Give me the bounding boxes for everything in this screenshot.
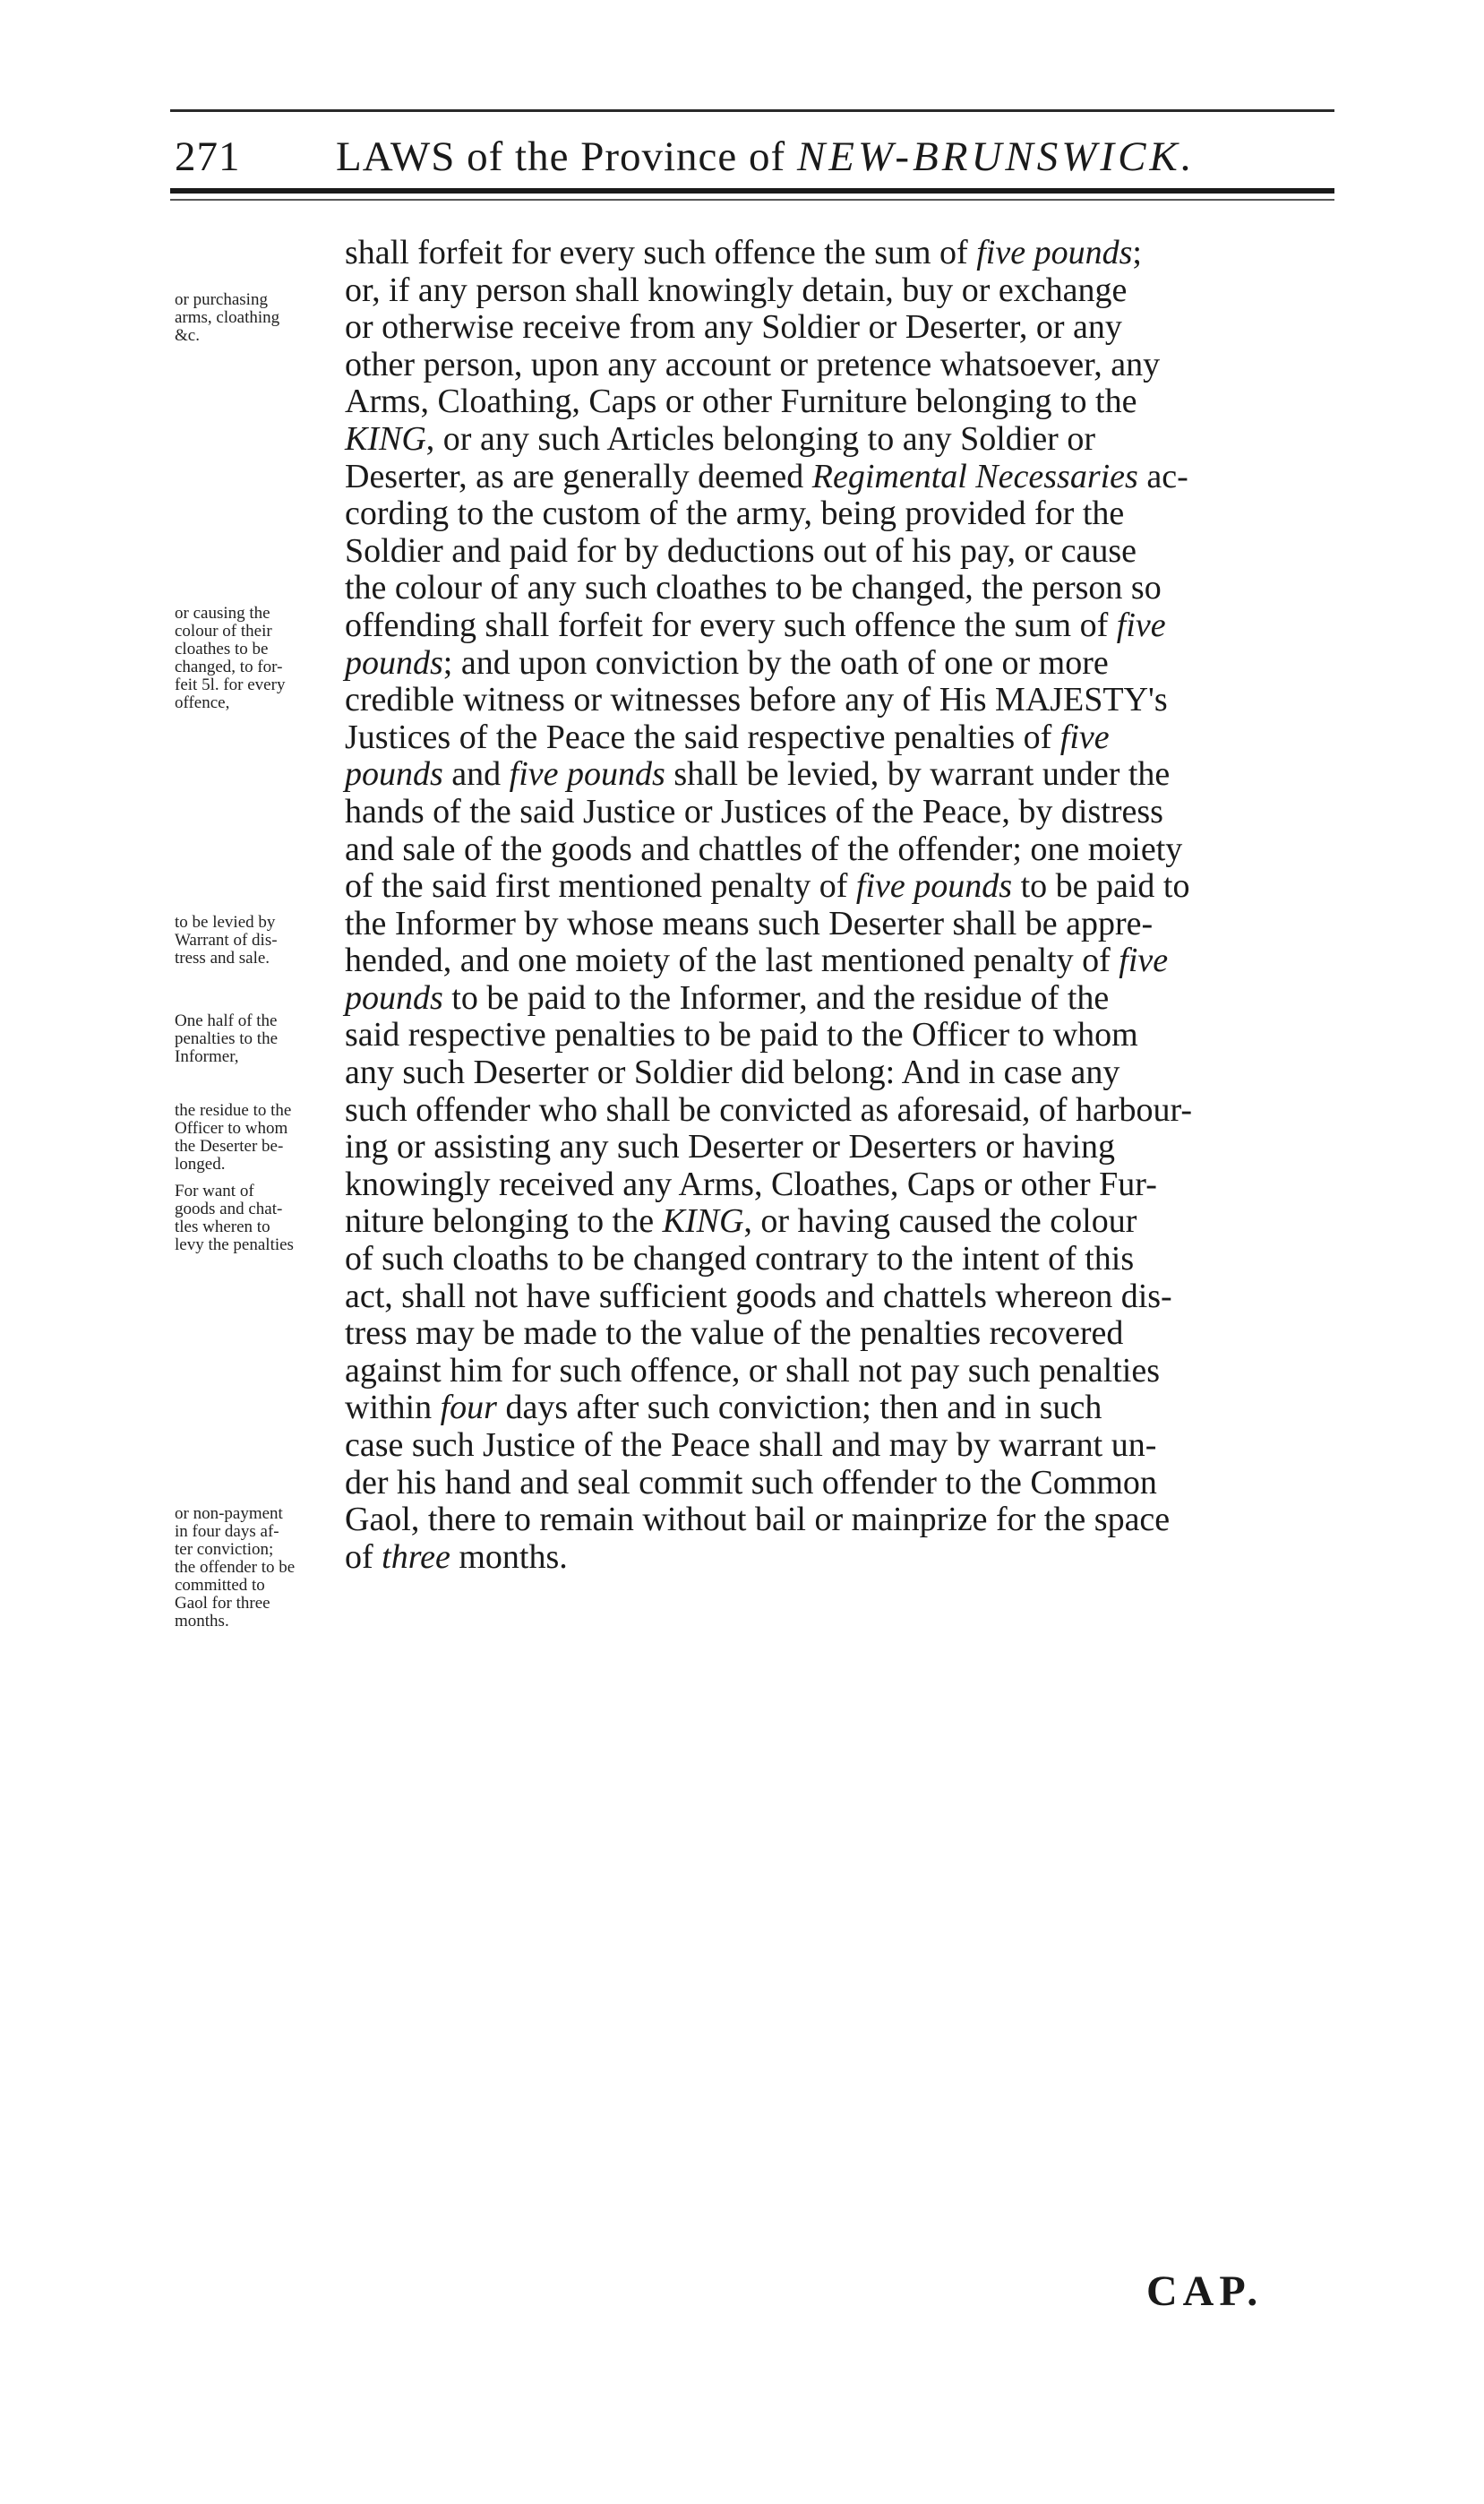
margin-note-line: longed. bbox=[175, 1155, 226, 1174]
text-segment: or otherwise receive from any Soldier or Deserter, or any bbox=[345, 308, 1122, 347]
text-line bbox=[345, 868, 1339, 906]
text-segment: hands of the said Justice or Justices of the Peace, by distress bbox=[345, 792, 1163, 830]
text-segment: Regimental Necessaries bbox=[811, 457, 1138, 495]
text-line bbox=[345, 1241, 1339, 1278]
text-line bbox=[345, 794, 1339, 831]
margin-note-line: colour of their bbox=[175, 622, 272, 641]
text-segment: months. bbox=[450, 1537, 568, 1576]
margin-note-line: levy the penalties bbox=[175, 1235, 294, 1254]
text-segment: shall forfeit for every such offence the sum of bbox=[345, 234, 977, 271]
text-segment: to be paid to the Informer, and the residue of the bbox=[442, 978, 1110, 1017]
text-segment: four bbox=[440, 1389, 497, 1427]
running-title-prefix: LAWS of the Province of bbox=[336, 133, 797, 180]
margin-note bbox=[175, 291, 345, 345]
text-segment: ; bbox=[1132, 234, 1142, 271]
text-segment: case such Justice of the Peace shall and may by warrant un- bbox=[345, 1426, 1157, 1464]
margin-note bbox=[175, 1012, 345, 1066]
text-segment: five bbox=[1059, 718, 1110, 756]
text-segment: ; and upon conviction by the oath of one or more bbox=[442, 643, 1109, 682]
text-line bbox=[345, 1315, 1339, 1353]
text-segment: act, shall not have sufficient goods and chattels whereon dis- bbox=[345, 1277, 1172, 1315]
text-segment: five pounds bbox=[976, 234, 1133, 271]
text-line bbox=[345, 533, 1339, 571]
margin-note-line: ter conviction; bbox=[175, 1540, 274, 1559]
text-segment: pounds bbox=[345, 755, 443, 794]
margin-note-line: tles wheren to bbox=[175, 1218, 270, 1236]
text-line bbox=[345, 421, 1339, 459]
text-line bbox=[345, 1465, 1339, 1502]
text-segment: or, if any person shall knowingly detain, buy or exchange bbox=[345, 271, 1128, 309]
text-segment: of such cloaths to be changed contrary to the intent of this bbox=[345, 1240, 1135, 1278]
text-line bbox=[345, 1502, 1339, 1539]
margin-note-line: One half of the bbox=[175, 1011, 278, 1030]
margin-note-line: arms, cloathing bbox=[175, 308, 280, 327]
text-line bbox=[345, 570, 1339, 607]
text-segment: five pounds bbox=[855, 867, 1013, 906]
margin-note bbox=[175, 914, 345, 968]
text-line bbox=[345, 459, 1339, 496]
margin-note-line: the offender to be bbox=[175, 1558, 296, 1577]
text-segment: against him for such offence, or shall not pay such penalties bbox=[345, 1351, 1160, 1390]
text-line bbox=[345, 1092, 1339, 1130]
text-segment: five pounds bbox=[509, 755, 665, 794]
text-segment: of bbox=[345, 1537, 382, 1576]
margin-note-line: Informer, bbox=[175, 1047, 239, 1066]
text-line bbox=[345, 756, 1339, 794]
margin-note bbox=[175, 1183, 345, 1254]
text-line bbox=[345, 495, 1339, 533]
text-segment: other person, upon any account or pretence whatsoever, any bbox=[345, 345, 1161, 383]
text-segment: of the said first mentioned penalty of bbox=[345, 867, 856, 906]
text-line bbox=[345, 831, 1339, 869]
margin-note-line: to be levied by bbox=[175, 913, 276, 932]
text-line bbox=[345, 1353, 1339, 1390]
margin-note bbox=[175, 1102, 345, 1174]
margin-note-line: months. bbox=[175, 1612, 229, 1631]
margin-note-line: in four days af- bbox=[175, 1522, 279, 1541]
text-line bbox=[345, 1427, 1339, 1465]
margin-note-line: cloathes to be bbox=[175, 640, 269, 658]
text-line bbox=[345, 309, 1339, 347]
running-title bbox=[336, 125, 1196, 188]
text-line bbox=[345, 1203, 1339, 1241]
text-segment: the Informer by whose means such Deserter shall be appre- bbox=[345, 904, 1154, 942]
text-line bbox=[345, 980, 1339, 1018]
text-line bbox=[345, 906, 1339, 943]
text-segment: hended, and one moiety of the last mentioned penalty of bbox=[345, 942, 1119, 980]
text-segment: KING bbox=[345, 419, 426, 458]
running-title-province: NEW-BRUNSWICK. bbox=[796, 133, 1196, 180]
text-segment: credible witness or witnesses before any of His MAJESTY's bbox=[345, 681, 1168, 719]
text-segment: five bbox=[1116, 606, 1166, 644]
text-segment: tress may be made to the value of the penalties recovered bbox=[345, 1314, 1124, 1353]
margin-note-line: For want of bbox=[175, 1182, 254, 1200]
text-segment: five bbox=[1119, 942, 1169, 980]
text-line bbox=[345, 1054, 1339, 1092]
text-line bbox=[345, 1390, 1339, 1427]
text-segment: niture belonging to the bbox=[345, 1202, 663, 1241]
margin-note-line: changed, to for- bbox=[175, 658, 283, 676]
margin-note-line: Gaol for three bbox=[175, 1594, 270, 1613]
text-segment: the colour of any such cloathes to be changed, the person so bbox=[345, 569, 1162, 607]
text-line bbox=[345, 942, 1339, 980]
text-line bbox=[345, 1129, 1339, 1166]
margin-note-line: the Deserter be- bbox=[175, 1137, 284, 1156]
header-top-rule bbox=[170, 109, 1334, 112]
margin-note-line: Officer to whom bbox=[175, 1119, 288, 1138]
text-line bbox=[345, 1166, 1339, 1204]
header-rule-thick bbox=[170, 188, 1334, 194]
text-line bbox=[345, 682, 1339, 719]
text-segment: days after such conviction; then and in such bbox=[496, 1389, 1102, 1427]
margin-note-line: offence, bbox=[175, 693, 230, 712]
margin-note-line: goods and chat- bbox=[175, 1200, 283, 1218]
text-segment: der his hand and seal commit such offender to the Common bbox=[345, 1463, 1157, 1502]
margin-note-line: or non-payment bbox=[175, 1504, 283, 1523]
text-segment: ac- bbox=[1137, 457, 1188, 495]
text-segment: such offender who shall be convicted as aforesaid, of harbour- bbox=[345, 1090, 1193, 1129]
text-line bbox=[345, 272, 1339, 310]
margin-note-line: feit 5l. for every bbox=[175, 675, 286, 694]
catchword: CAP. bbox=[1146, 2267, 1264, 2315]
text-line bbox=[345, 383, 1339, 421]
text-segment: and bbox=[442, 755, 510, 794]
text-segment: pounds bbox=[345, 978, 443, 1017]
text-segment: three bbox=[382, 1537, 450, 1576]
text-line bbox=[345, 1278, 1339, 1316]
margin-note-line: Warrant of dis- bbox=[175, 931, 278, 950]
margin-note-line: penalties to the bbox=[175, 1029, 279, 1048]
margin-note-line: tress and sale. bbox=[175, 949, 270, 968]
text-segment: within bbox=[345, 1389, 441, 1427]
text-line bbox=[345, 347, 1339, 384]
text-line bbox=[345, 645, 1339, 683]
text-line bbox=[345, 719, 1339, 757]
text-segment: pounds bbox=[345, 643, 443, 682]
text-segment: offending shall forfeit for every such offence the sum of bbox=[345, 606, 1117, 644]
text-segment: KING bbox=[662, 1202, 744, 1241]
text-segment: , or any such Articles belonging to any Soldier or bbox=[425, 419, 1095, 458]
text-segment: said respective penalties to be paid to the Officer to whom bbox=[345, 1016, 1138, 1054]
text-segment: , or having caused the colour bbox=[743, 1202, 1137, 1241]
text-segment: Soldier and paid for by deductions out of his pay, or cause bbox=[345, 531, 1137, 570]
text-segment: ing or assisting any such Deserter or Deserters or having bbox=[345, 1128, 1116, 1166]
header-rule-thin bbox=[170, 199, 1334, 201]
text-segment: cording to the custom of the army, being provided for the bbox=[345, 495, 1125, 533]
margin-note-line: &c. bbox=[175, 326, 200, 345]
text-segment: Arms, Cloathing, Caps or other Furniture belonging to the bbox=[345, 383, 1137, 421]
text-segment: to be paid to bbox=[1012, 867, 1190, 906]
margin-note bbox=[175, 1505, 345, 1631]
text-segment: Deserter, as are generally deemed bbox=[345, 457, 812, 495]
text-segment: shall be levied, by warrant under the bbox=[665, 755, 1171, 794]
page-number: 271 bbox=[175, 133, 241, 180]
margin-note bbox=[175, 605, 345, 712]
running-header bbox=[175, 125, 1330, 188]
margin-note-line: committed to bbox=[175, 1576, 265, 1595]
margin-note-line: or purchasing bbox=[175, 290, 268, 309]
text-segment: any such Deserter or Soldier did belong: And in case any bbox=[345, 1054, 1120, 1092]
text-segment: knowingly received any Arms, Cloathes, Caps or other Fur- bbox=[345, 1165, 1157, 1203]
margin-note-line: or causing the bbox=[175, 604, 270, 623]
text-line bbox=[345, 607, 1339, 645]
text-line bbox=[345, 235, 1339, 272]
text-line bbox=[345, 1539, 1339, 1577]
text-segment: Gaol, there to remain without bail or mainprize for the space bbox=[345, 1501, 1171, 1539]
text-segment: Justices of the Peace the said respective penalties of bbox=[345, 718, 1060, 756]
text-line bbox=[345, 1017, 1339, 1054]
text-segment: and sale of the goods and chattles of the offender; one moiety bbox=[345, 830, 1183, 868]
body-text bbox=[345, 235, 1339, 1576]
margin-note-line: the residue to the bbox=[175, 1101, 292, 1120]
